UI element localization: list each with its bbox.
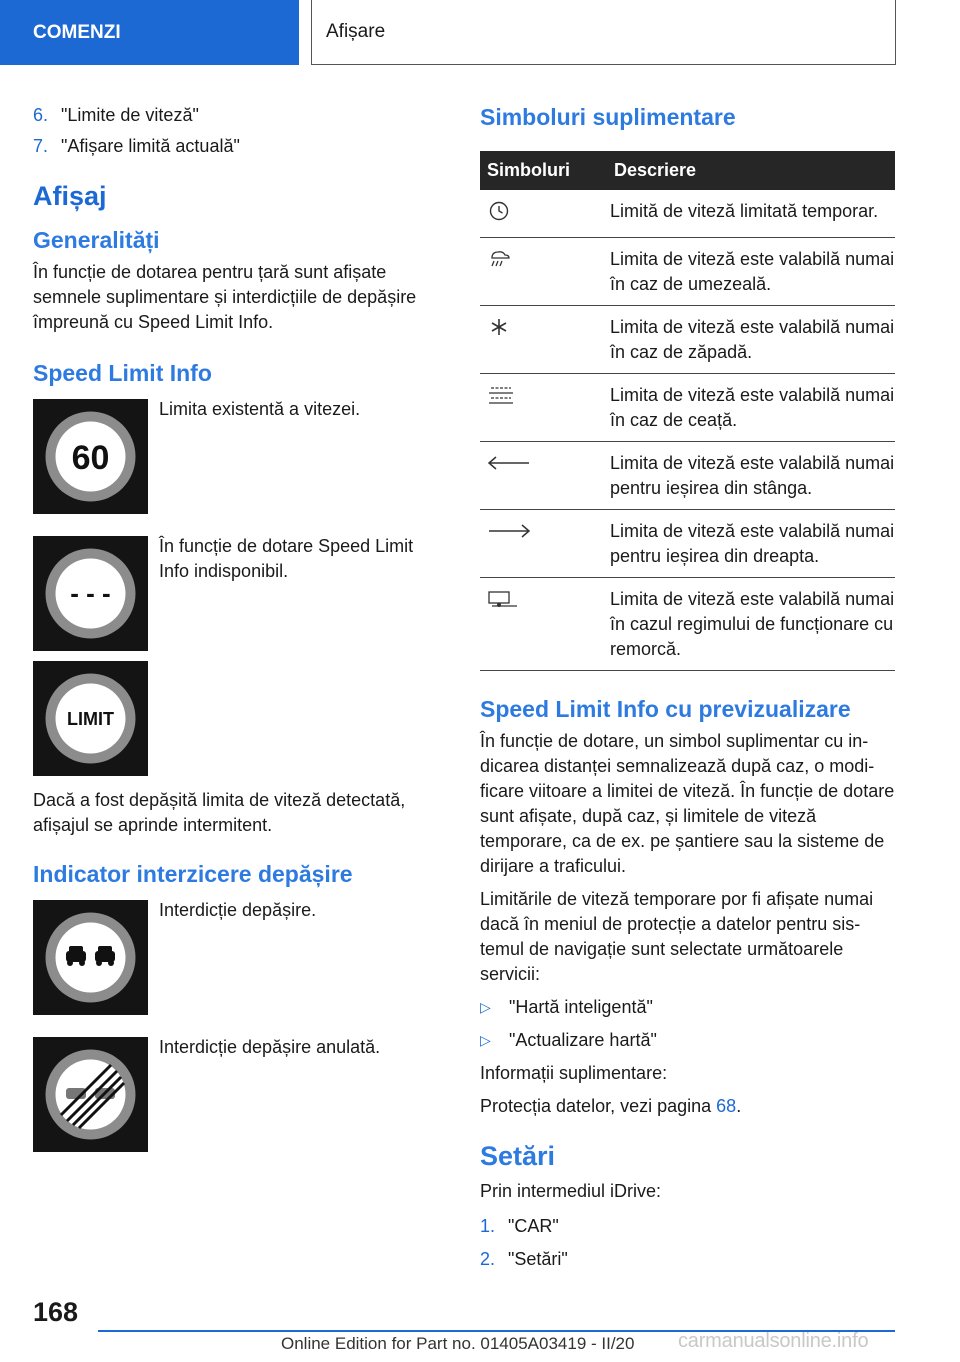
table-cell-description: Limita de viteză este valabilă numai în caz de zăpadă.	[610, 306, 895, 374]
right-column	[480, 100, 895, 1276]
chapter-tab: COMENZI	[0, 0, 299, 65]
heading-generalitati: Generalități	[33, 227, 160, 253]
table-cell-description: Limita de viteză este valabilă numai în cazul regimului de funcționare cu remorcă.	[610, 578, 895, 671]
heading-additional-symbols: Simboluri suplimentare	[480, 104, 736, 130]
triangle-bullet-icon: ▷	[480, 999, 491, 1015]
list-text: "Limite de viteză"	[61, 105, 199, 125]
paragraph-blink: Dacă a fost depășită limita de viteză detectată, afișajul se aprinde intermitent.	[33, 790, 406, 835]
sign-60-text: Limita existentă a vitezei.	[159, 399, 361, 419]
table-cell-description: Limita de viteză este valabilă numai pentru ieșirea din dreapta.	[610, 510, 895, 578]
table-row	[480, 578, 895, 671]
sign-60-label: 60	[71, 439, 110, 477]
sign-row-unavailable	[33, 536, 443, 651]
list-text: "Setări"	[508, 1249, 568, 1269]
sign-row-limit	[33, 661, 443, 776]
sign-unavailable-text: În funcție de dotare Speed Limit Info indisponibil.	[159, 536, 414, 581]
rain-icon	[486, 248, 512, 270]
table-header-description: Descriere	[610, 151, 895, 190]
no-overtaking-text: Interdicție depășire.	[159, 900, 317, 920]
list-item	[480, 1210, 895, 1243]
heading-afisaj: Afișaj	[33, 181, 107, 211]
table-cell-description: Limita de viteză este valabilă numai în caz de ceață.	[610, 374, 895, 442]
overtaking-end-text: Interdicție depășire anulată.	[159, 1037, 381, 1057]
sign-unavailable-label: - - -	[70, 578, 111, 608]
watermark: carmanualsonline.info	[678, 1330, 869, 1352]
list-text: "CAR"	[508, 1216, 559, 1236]
list-number: 2.	[480, 1249, 496, 1269]
page-number: 168	[33, 1297, 79, 1327]
paragraph-info: Informații suplimentare:	[480, 1063, 668, 1083]
table-cell-description: Limită de viteză limitată temporar.	[610, 190, 895, 238]
clock-icon	[486, 200, 512, 222]
overtaking-end-sign-image	[33, 1037, 148, 1152]
table-header-symbols: Simboluri	[480, 151, 610, 190]
list-number: 7.	[33, 136, 49, 156]
heading-settings: Setări	[480, 1141, 556, 1171]
sign-row-60	[33, 399, 443, 514]
table-cell-description: Limita de viteză este valabilă numai în caz de umezeală.	[610, 238, 895, 306]
list-item	[480, 995, 895, 1020]
snowflake-icon	[486, 316, 512, 338]
data-protection-text: Protecția datelor, vezi pagina	[480, 1096, 717, 1116]
paragraph-data-protection	[480, 1094, 895, 1119]
arrow-right-icon	[486, 520, 532, 542]
fog-icon	[486, 384, 516, 406]
table-row	[480, 442, 895, 510]
speed-60-sign-image	[33, 399, 148, 514]
table-row	[480, 190, 895, 238]
table-cell-description: Limita de viteză este valabilă numai pentru ieșirea din stânga.	[610, 442, 895, 510]
no-overtaking-sign-image	[33, 900, 148, 1015]
paragraph-preview-2: Limitările de viteză temporare por fi afișate numai dacă în meniul de protecție a datelor pentru sistemul de navigație sunt selectate următoarele servicii:	[480, 889, 874, 984]
table-row	[480, 238, 895, 306]
heading-overtaking: Indicator interzicere depășire	[33, 861, 353, 887]
arrow-left-icon	[486, 452, 532, 474]
table-row	[480, 374, 895, 442]
bullet-text: "Hartă inteligentă"	[509, 997, 653, 1017]
paragraph-preview-1: În funcție de dotare, un simbol suplimentar cu indicarea distanței semnalizează după caz, o modificare viitoare a limitei de viteză. În funcție de dotare sunt afișate, după caz, și limitele de viteză temporare, ca de ex. pe șantiere sau la sisteme de dirijare a traficului.	[480, 731, 895, 876]
paragraph-idrive: Prin intermediul iDrive:	[480, 1181, 662, 1201]
section-title: Afișare	[311, 0, 896, 65]
list-item	[480, 1028, 895, 1053]
sign-row-overtaking-end	[33, 1037, 443, 1152]
table-row	[480, 510, 895, 578]
left-column	[33, 100, 443, 1152]
list-item	[33, 131, 443, 162]
list-number: 6.	[33, 105, 49, 125]
heading-preview: Speed Limit Info cu previzualizare	[480, 696, 851, 722]
page-68-link[interactable]: 68	[716, 1096, 737, 1116]
bullet-text: "Actualizare hartă"	[509, 1030, 657, 1050]
symbols-table	[480, 151, 895, 671]
triangle-bullet-icon: ▷	[480, 1032, 491, 1048]
paragraph-generalitati: În funcție de dotarea pentru țară sunt afișate semnele suplimentare și interdicțiile de depășire împreună cu Speed Limit Info.	[33, 262, 417, 332]
list-text: "Afișare limită actuală"	[61, 136, 240, 156]
heading-speed-limit-info: Speed Limit Info	[33, 360, 212, 386]
trailer-icon	[486, 588, 520, 610]
list-item	[33, 100, 443, 131]
footer-edition: Online Edition for Part no. 01405A03419 - II/20	[281, 1334, 635, 1353]
limit-sign-image	[33, 661, 148, 776]
list-item	[480, 1243, 895, 1276]
speed-unavailable-sign-image	[33, 536, 148, 651]
list-number: 1.	[480, 1216, 496, 1236]
sign-row-no-overtaking	[33, 900, 443, 1015]
sign-limit-label: LIMIT	[67, 709, 114, 729]
data-protection-suffix: .	[736, 1096, 742, 1116]
table-row	[480, 306, 895, 374]
